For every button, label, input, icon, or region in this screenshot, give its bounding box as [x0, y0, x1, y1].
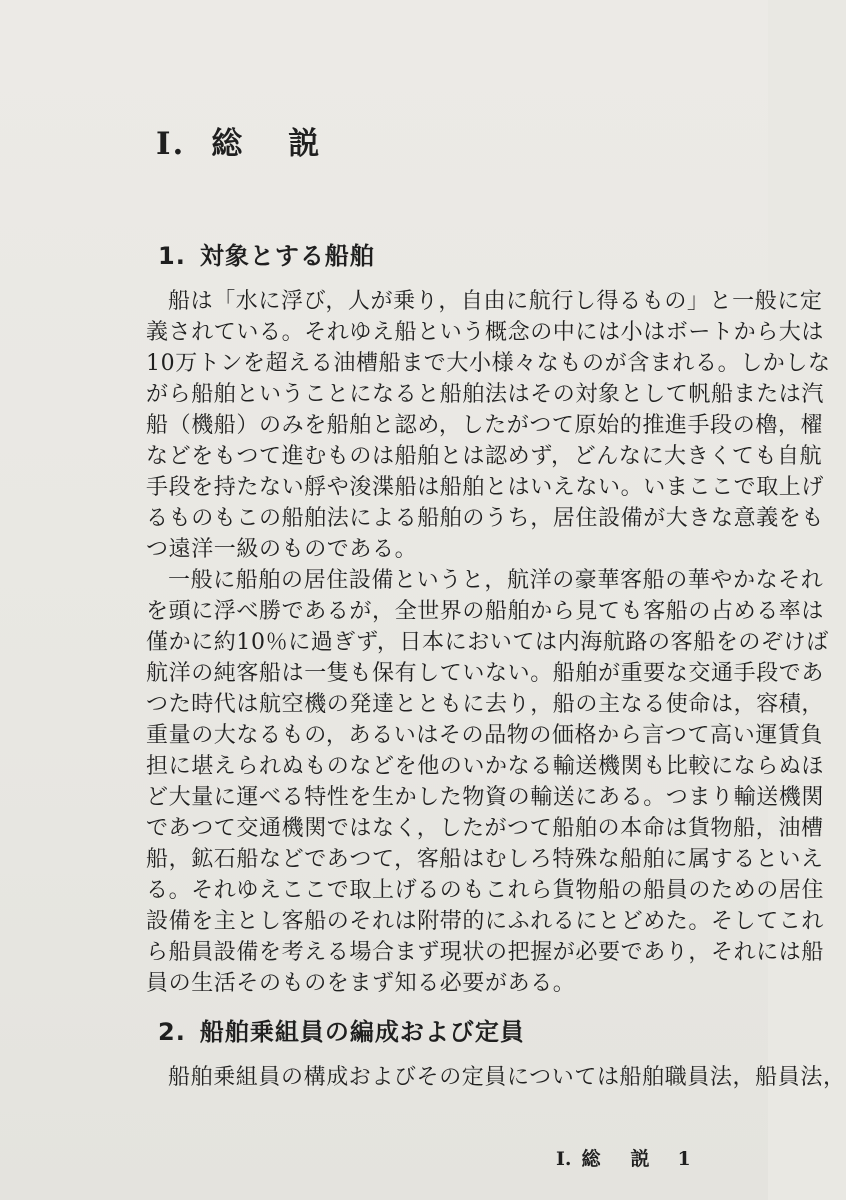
- paragraph-line: つ遠洋一級のものである。: [146, 537, 418, 562]
- paragraph-line: るものもこの船舶法による船舶のうち，居住設備が大きな意義をも: [146, 506, 825, 531]
- paragraph-line: 10万トンを超える油槽船まで大小様々なものが含まれる。しかしな: [146, 351, 831, 376]
- paragraph-line: 航洋の純客船は一隻も保有していない。船舶が重要な交通手段であ: [146, 661, 825, 686]
- page-number: 1: [677, 1148, 691, 1170]
- chapter-number: I.: [156, 126, 186, 162]
- section-heading-2: [158, 1012, 525, 1047]
- paragraph-line: がら船舶ということになると船舶法はその対象として帆船または汽: [146, 382, 825, 407]
- chapter-title: [156, 118, 321, 163]
- paragraph-line: を頭に浮べ勝であるが，全世界の船舶から見ても客船の占める率は: [146, 599, 825, 624]
- footer-chapter-number: I.: [556, 1148, 572, 1170]
- paragraph-line: 一般に船舶の居住設備というと，航洋の豪華客船の華やかなそれ: [168, 568, 824, 593]
- footer-char-1: 総: [581, 1148, 601, 1170]
- paragraph-line: ら船員設備を考える場合まず現状の把握が必要であり，それには船: [146, 940, 825, 965]
- running-footer: [556, 1144, 691, 1171]
- paragraph-line: 重量の大なるもの，あるいはその品物の価格から言つて高い運賃負: [146, 723, 824, 748]
- chapter-title-char-2: 説: [288, 126, 322, 162]
- paragraph-line: 設備を主とし客船のそれは附帯的にふれるにとどめた。そしてこれ: [146, 909, 825, 934]
- section-number: 1.: [158, 242, 186, 270]
- paragraph-line: 員の生活そのものをまず知る必要がある。: [146, 971, 576, 996]
- section-heading-1: [158, 236, 375, 271]
- footer-char-2: 説: [630, 1148, 650, 1170]
- paragraph-line: 義されている。それゆえ船という概念の中には小はボートから大は: [146, 320, 825, 345]
- section-title: 船舶乗組員の編成および定員: [199, 1018, 525, 1046]
- paragraph-line: 手段を持たない艀や浚渫船は船舶とはいえない。いまここで取上げ: [146, 475, 825, 500]
- paragraph-line: などをもつて進むものは船舶とは認めず，どんなに大きくても自航: [146, 444, 823, 469]
- paragraph-line: であつて交通機関ではなく，したがつて船舶の本命は貨物船，油槽: [146, 816, 824, 841]
- paragraph-line: 担に堪えられぬものなどを他のいかなる輸送機関も比較にならぬほ: [146, 754, 825, 779]
- paragraph-line: 船，鉱石船などであつて，客船はむしろ特殊な船舶に属するといえ: [146, 847, 824, 872]
- paragraph-line: 船舶乗組員の構成およびその定員については船舶職員法，船員法，: [168, 1065, 846, 1090]
- paragraph-line: る。それゆえここで取上げるのもこれら貨物船の船員のための居住: [146, 878, 825, 903]
- paragraph-line: つた時代は航空機の発達とともに去り，船の主なる使命は，容積，: [146, 692, 825, 717]
- chapter-title-char-1: 総: [211, 126, 245, 162]
- section-number: 2.: [158, 1018, 186, 1046]
- paragraph-line: 僅かに約10％に過ぎず，日本においては内海航路の客船をのぞけば: [146, 630, 829, 655]
- paragraph-line: 船（機船）のみを船舶と認め，したがつて原始的推進手段の櫓，櫂: [146, 413, 824, 438]
- paragraph-line: ど大量に運べる特性を生かした物資の輸送にある。つまり輸送機関: [146, 785, 825, 810]
- section-title: 対象とする船舶: [199, 242, 375, 270]
- paragraph-line: 船は「水に浮び，人が乗り，自由に航行し得るもの」と一般に定: [168, 289, 823, 314]
